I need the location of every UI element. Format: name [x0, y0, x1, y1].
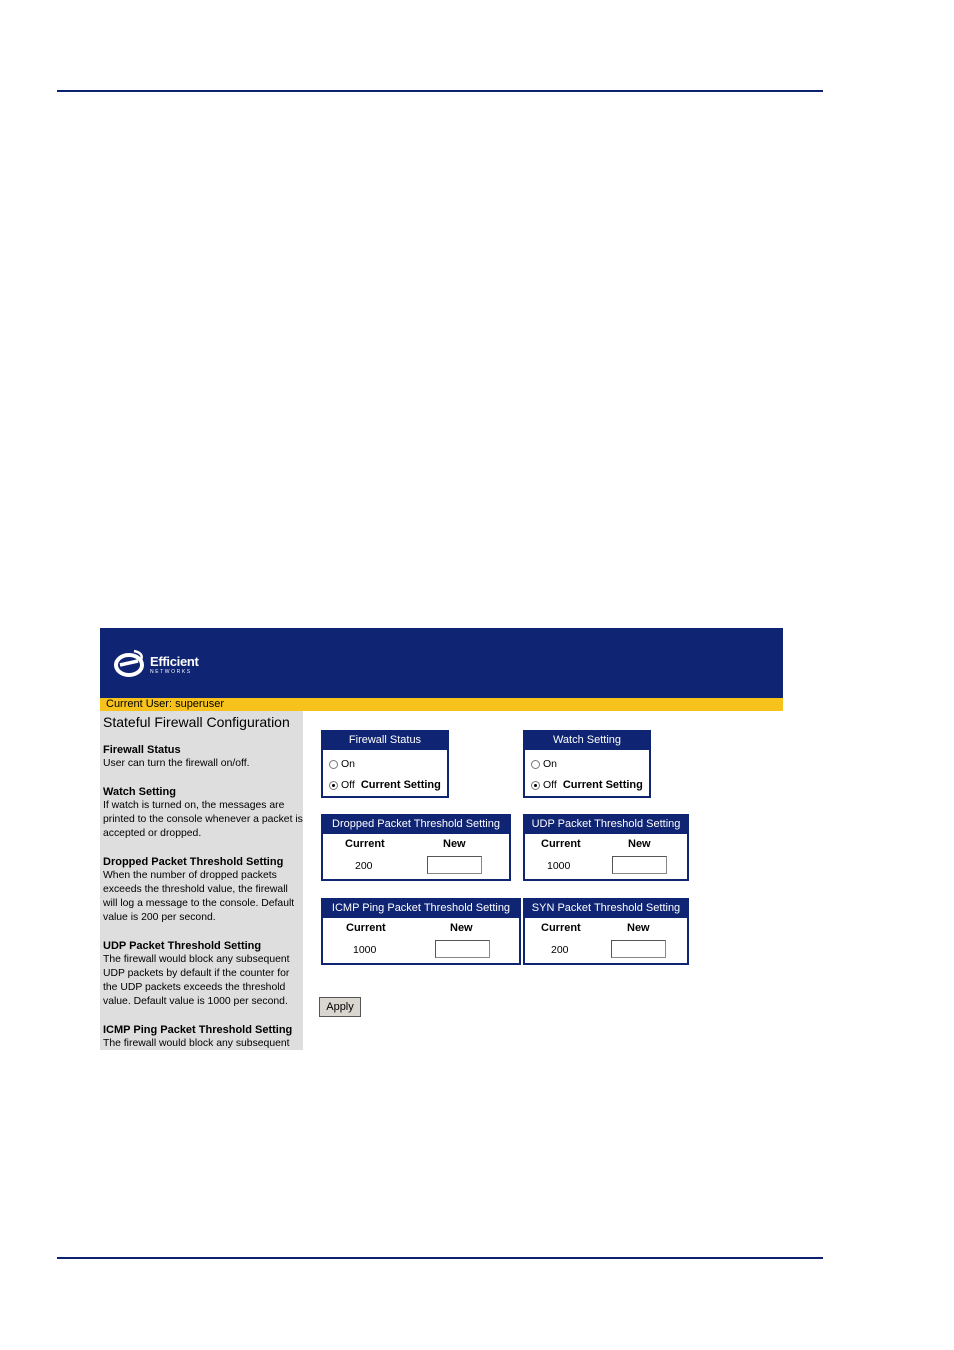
syn-current-value: 200 [551, 944, 569, 956]
watch-on-radio[interactable] [531, 760, 540, 769]
firewall-status-title: Firewall Status [323, 732, 447, 750]
help-body: When the number of dropped packets exceeds the threshold value, the firewall will log a message to the console. Default value is 200 per second. [103, 870, 295, 923]
help-sidebar [100, 711, 303, 1050]
bottom-divider [57, 1257, 823, 1259]
syn-threshold-title: SYN Packet Threshold Setting [525, 900, 687, 918]
watch-on-option[interactable] [531, 758, 557, 770]
help-text [103, 743, 303, 1050]
watch-on-label: On [543, 758, 558, 770]
new-header: New [627, 922, 650, 934]
firewall-current-setting: Current Setting [360, 779, 441, 791]
firewall-on-option[interactable] [329, 758, 355, 770]
icmp-threshold-title: ICMP Ping Packet Threshold Setting [323, 900, 519, 918]
help-body: User can turn the firewall on/off. [103, 758, 250, 769]
header-banner [100, 628, 783, 698]
apply-button[interactable]: Apply [319, 997, 361, 1017]
top-divider [57, 90, 823, 92]
watch-current-setting: Current Setting [562, 779, 643, 791]
current-user-bar [100, 698, 783, 711]
udp-threshold-panel [523, 814, 689, 881]
icmp-current-value: 1000 [353, 944, 377, 956]
firewall-off-label: Off [341, 779, 355, 791]
help-heading: Firewall Status [103, 744, 181, 756]
current-header: Current [346, 922, 386, 934]
brand-sub: NETWORKS [150, 669, 192, 675]
help-heading: Watch Setting [103, 786, 176, 798]
syn-new-input[interactable] [611, 940, 666, 958]
dropped-current-value: 200 [355, 860, 373, 872]
help-heading: Dropped Packet Threshold Setting [103, 856, 284, 868]
watch-off-label: Off [543, 779, 557, 791]
new-header: New [443, 838, 466, 850]
udp-new-input[interactable] [612, 856, 667, 874]
dropped-threshold-panel [321, 814, 511, 881]
help-section [103, 939, 303, 1009]
watch-setting-title: Watch Setting [525, 732, 649, 750]
new-header: New [628, 838, 651, 850]
brand-name: Efficient [150, 654, 199, 669]
udp-threshold-title: UDP Packet Threshold Setting [525, 816, 687, 834]
watch-off-option[interactable] [531, 779, 643, 791]
firewall-off-option[interactable] [329, 779, 441, 791]
firewall-on-radio[interactable] [329, 760, 338, 769]
help-body: The firewall would block any subsequent UDP packets by default if the counter for the UDP packets exceeds the threshold value. Default value is 1000 per second. [103, 954, 290, 1007]
help-section [103, 855, 303, 925]
icmp-new-input[interactable] [435, 940, 490, 958]
router-config-window [100, 628, 783, 1050]
current-user-text: Current User: superuser [106, 698, 224, 710]
help-section [103, 1023, 303, 1050]
new-header: New [450, 922, 473, 934]
watch-setting-panel [523, 730, 651, 798]
icmp-threshold-panel [321, 898, 521, 965]
current-header: Current [541, 922, 581, 934]
current-header: Current [345, 838, 385, 850]
firewall-on-label: On [341, 758, 356, 770]
dropped-new-input[interactable] [427, 856, 482, 874]
help-heading: ICMP Ping Packet Threshold Setting [103, 1024, 293, 1036]
watch-off-radio[interactable] [531, 781, 540, 790]
help-body: If watch is turned on, the messages are printed to the console whenever a packet is accepted or dropped. [103, 800, 303, 839]
help-section [103, 743, 303, 771]
udp-current-value: 1000 [547, 860, 571, 872]
efficient-networks-logo [114, 647, 224, 681]
swirl-e-icon [114, 647, 148, 681]
help-heading: UDP Packet Threshold Setting [103, 940, 262, 952]
help-body: The firewall would block any subsequent [103, 1038, 290, 1049]
help-section [103, 785, 303, 841]
dropped-threshold-title: Dropped Packet Threshold Setting [323, 816, 509, 834]
current-header: Current [541, 838, 581, 850]
firewall-status-panel [321, 730, 449, 798]
syn-threshold-panel [523, 898, 689, 965]
firewall-off-radio[interactable] [329, 781, 338, 790]
page-title: Stateful Firewall Configuration [103, 714, 290, 730]
